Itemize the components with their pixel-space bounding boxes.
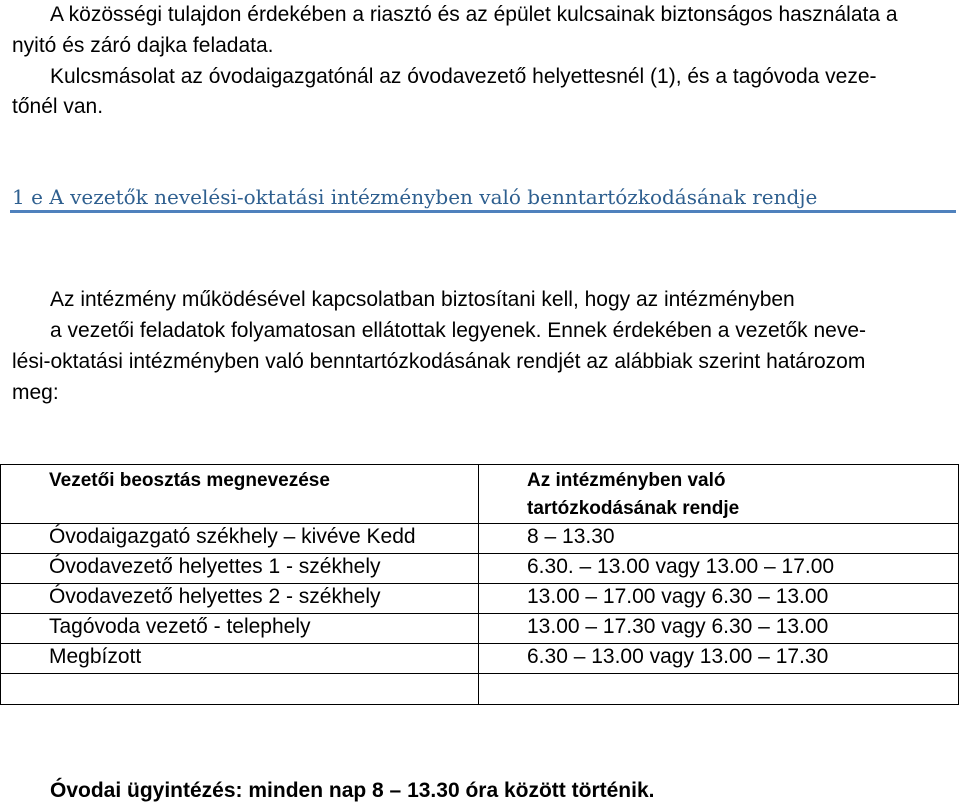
header-schedule-line-2: tartózkodásának rendje bbox=[527, 498, 740, 519]
table-row bbox=[1, 644, 959, 674]
cell-schedule: 13.00 – 17.30 vagy 6.30 – 13.00 bbox=[479, 614, 959, 644]
section-heading: 1 e A vezetők nevelési-oktatási intézményben való benntartózkodásának rendje bbox=[12, 185, 818, 209]
cell-role: Tagóvoda vezető - telephely bbox=[1, 614, 479, 644]
table-row bbox=[1, 584, 959, 614]
intro-line-3: Kulcsmásolat az óvodaigazgatónál az óvodavezető helyettesnél (1), és a tagóvoda veze- bbox=[50, 65, 877, 88]
header-role bbox=[1, 465, 479, 524]
intro-line-4: tőnél van. bbox=[12, 95, 104, 118]
cell-schedule bbox=[479, 674, 959, 705]
cell-role bbox=[1, 674, 479, 705]
header-schedule bbox=[479, 465, 959, 524]
header-schedule-line-1: Az intézményben való bbox=[527, 470, 726, 491]
cell-role: Óvodavezető helyettes 1 - székhely bbox=[1, 554, 479, 584]
section-para-line-4: meg: bbox=[12, 381, 59, 404]
header-role-label: Vezetői beosztás megnevezése bbox=[49, 470, 330, 491]
cell-schedule: 13.00 – 17.00 vagy 6.30 – 13.00 bbox=[479, 584, 959, 614]
cell-schedule: 6.30. – 13.00 vagy 13.00 – 17.00 bbox=[479, 554, 959, 584]
cell-role: Óvodavezető helyettes 2 - székhely bbox=[1, 584, 479, 614]
table-row-empty bbox=[1, 674, 959, 705]
footer-note: Óvodai ügyintézés: minden nap 8 – 13.30 óra között történik. bbox=[50, 779, 655, 802]
section-para-line-2: a vezetői feladatok folyamatosan ellátottak legyenek. Ennek érdekében a vezetők neve- bbox=[50, 319, 867, 342]
heading-underline bbox=[10, 210, 956, 213]
table-header-row bbox=[1, 465, 959, 524]
intro-line-1: A közösségi tulajdon érdekében a riasztó és az épület kulcsainak biztonságos használata a bbox=[50, 3, 898, 26]
table-row bbox=[1, 554, 959, 584]
leaders-schedule-table bbox=[0, 464, 958, 713]
table-row bbox=[1, 524, 959, 554]
cell-schedule: 8 – 13.30 bbox=[479, 524, 959, 554]
cell-role: Megbízott bbox=[1, 644, 479, 674]
intro-line-2: nyitó és záró dajka feladata. bbox=[12, 34, 274, 57]
cell-schedule: 6.30 – 13.00 vagy 13.00 – 17.30 bbox=[479, 644, 959, 674]
table-row bbox=[1, 614, 959, 644]
section-para-line-1: Az intézmény működésével kapcsolatban biztosítani kell, hogy az intézményben bbox=[50, 288, 795, 311]
cell-role: Óvodaigazgató székhely – kivéve Kedd bbox=[1, 524, 479, 554]
section-para-line-3: lési-oktatási intézményben való benntartózkodásának rendjét az alábbiak szerint határozom bbox=[12, 350, 866, 373]
